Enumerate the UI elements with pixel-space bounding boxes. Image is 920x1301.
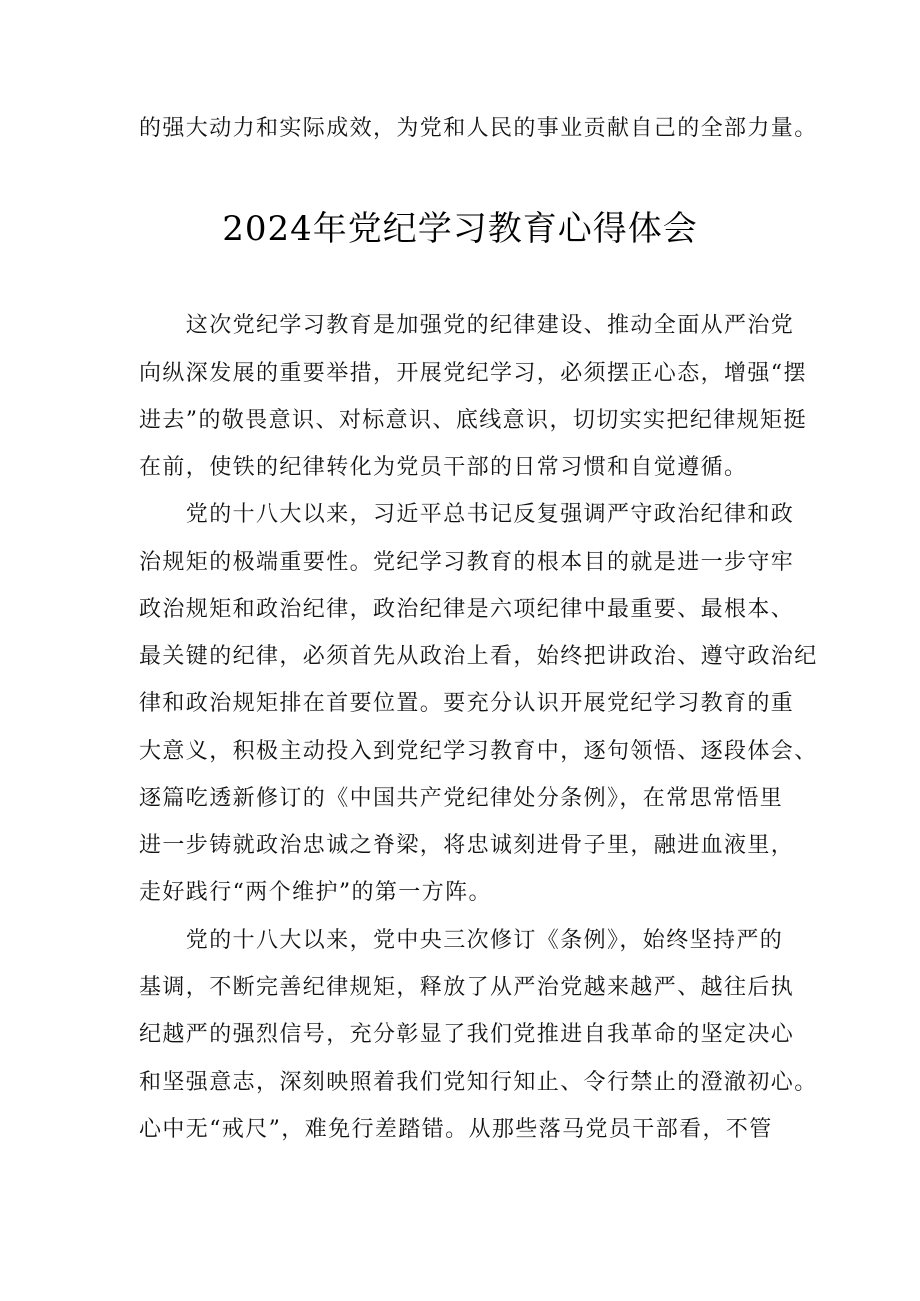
paragraph-line: 大意义，积极主动投入到党纪学习教育中，逐句领悟、逐段体会、 <box>139 739 818 764</box>
paragraph-line: 最关键的纪律，必须首先从政治上看，始终把讲政治、遵守政治纪 <box>139 644 818 669</box>
paragraph-line: 这次党纪学习教育是加强党的纪律建设、推动全面从严治党 <box>139 313 795 338</box>
paragraph-line: 走好践行“两个维护”的第一方阵。 <box>139 880 492 905</box>
paragraph-line: 党的十八大以来，习近平总书记反复强调严守政治纪律和政 <box>139 502 795 527</box>
paragraph-line: 律和政治规矩排在首要位置。要充分认识开展党纪学习教育的重 <box>139 691 795 716</box>
paragraph-line: 治规矩的极端重要性。党纪学习教育的根本目的就是进一步守牢 <box>139 550 795 575</box>
document-title: 2024年党纪学习教育心得体会 <box>222 209 698 249</box>
paragraph-line: 和坚强意志，深刻映照着我们党知行知止、令行禁止的澄澈初心。 <box>139 1070 818 1095</box>
carryover-line: 的强大动力和实际成效，为党和人民的事业贡献自己的全部力量。 <box>139 116 818 141</box>
paragraph-line: 心中无“戒尺”，难免行差踏错。从那些落马党员干部看，不管 <box>139 1117 773 1142</box>
paragraph-line: 在前，使铁的纪律转化为党员干部的日常习惯和自觉遵循。 <box>139 455 748 480</box>
paragraph-line: 进去”的敬畏意识、对标意识、底线意识，切切实实把纪律规矩挺 <box>139 408 807 433</box>
paragraph-line: 进一步铸就政治忠诚之脊梁，将忠诚刻进骨子里，融进血液里， <box>139 833 795 858</box>
paragraph-line: 向纵深发展的重要举措，开展党纪学习，必须摆正心态，增强“摆 <box>139 361 807 386</box>
paragraph-line: 逐篇吃透新修订的《中国共产党纪律处分条例》，在常思常悟里 <box>139 786 784 811</box>
paragraph-line: 纪越严的强烈信号，充分彰显了我们党推进自我革命的坚定决心 <box>139 1022 795 1047</box>
paragraph-line: 党的十八大以来，党中央三次修订《条例》，始终坚持严的 <box>139 928 784 953</box>
paragraph-line: 政治规矩和政治纪律，政治纪律是六项纪律中最重要、最根本、 <box>139 597 795 622</box>
paragraph-line: 基调，不断完善纪律规矩，释放了从严治党越来越严、越往后执 <box>139 975 795 1000</box>
